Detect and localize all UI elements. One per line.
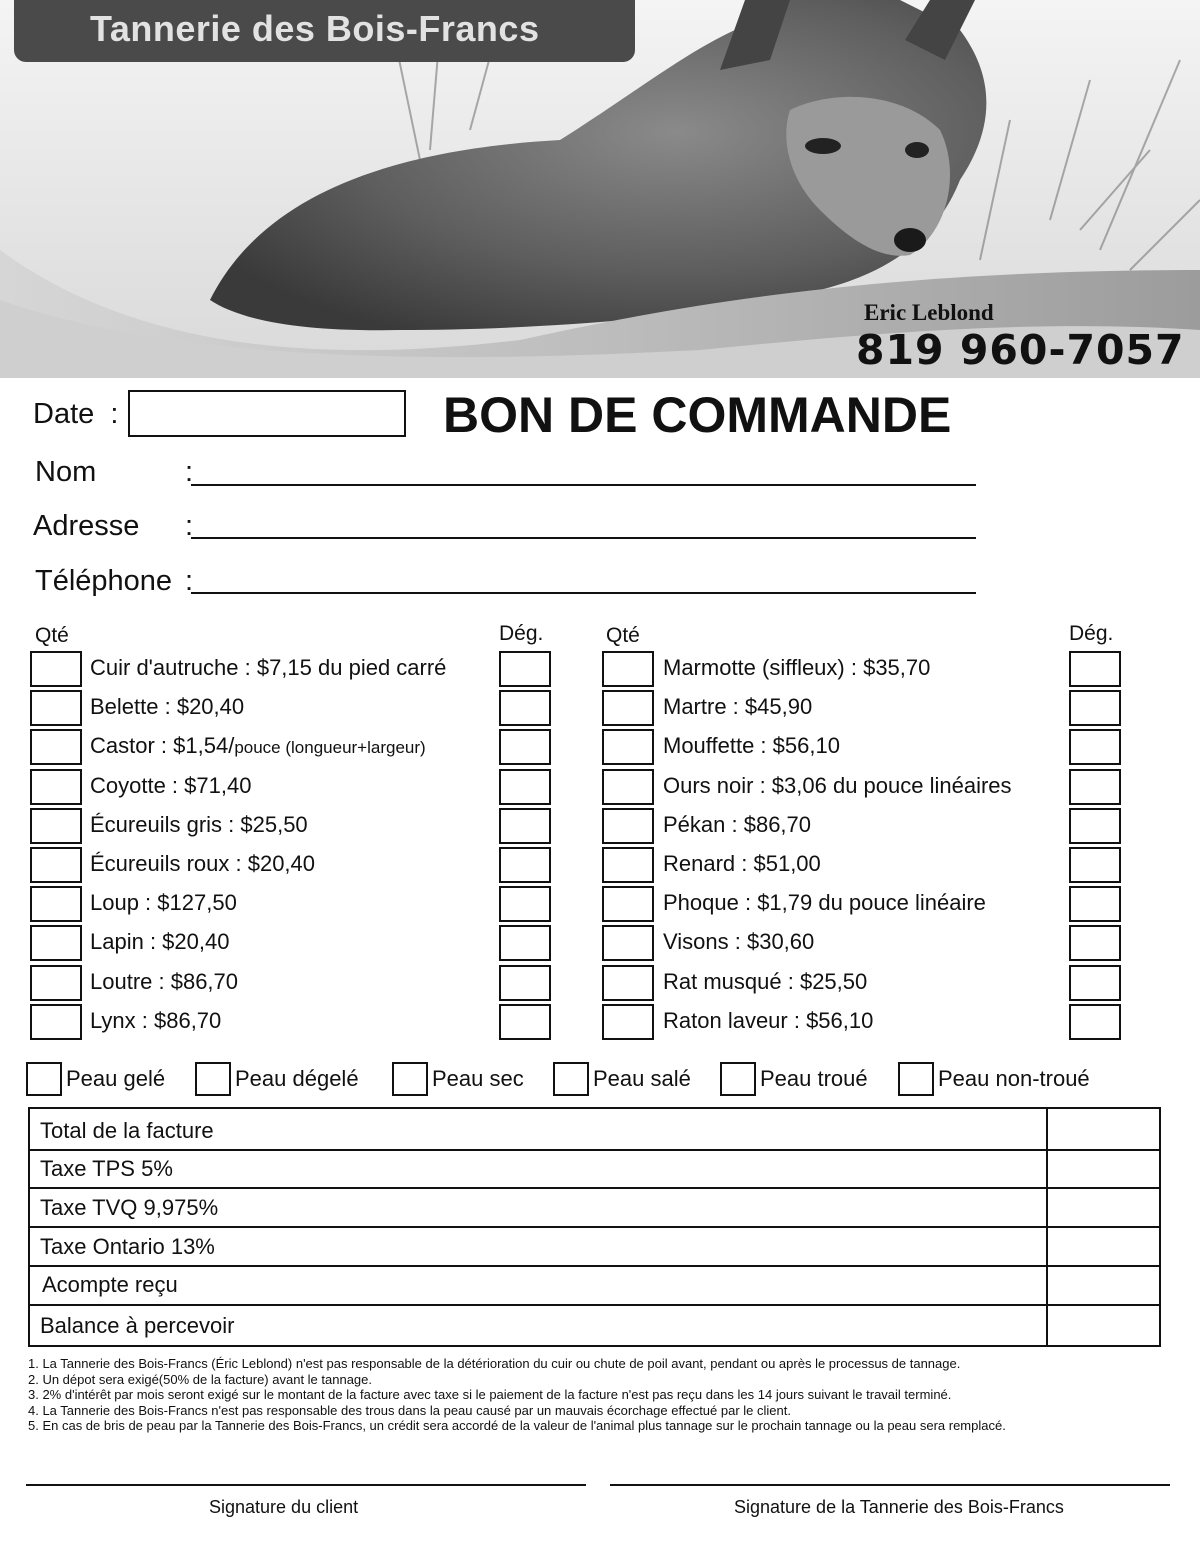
- qty-box[interactable]: [602, 847, 654, 883]
- note-line: 4. La Tannerie des Bois-Francs n'est pas responsable des trous dans la peau causé par un mauvais écorchage effectué par le client.: [28, 1402, 791, 1418]
- deg-box[interactable]: [499, 690, 551, 726]
- deg-box[interactable]: [1069, 965, 1121, 1001]
- phone-label: Téléphone: [35, 565, 173, 597]
- deg-header-left: Dég.: [499, 622, 544, 645]
- balance-label: Balance à percevoir: [40, 1313, 235, 1338]
- item-label: Phoque : $1,79 du pouce linéaire: [663, 890, 986, 915]
- totals-row-line: [30, 1149, 1159, 1151]
- item-label: Renard : $51,00: [663, 851, 821, 876]
- address-label: Adresse: [33, 510, 140, 542]
- condition-label: Peau sec: [432, 1066, 524, 1091]
- totals-row-line: [30, 1304, 1159, 1306]
- client-signature-label: Signature du client: [209, 1497, 359, 1517]
- item-label: Marmotte (siffleux) : $35,70: [663, 655, 931, 680]
- ontario-tax-label: Taxe Ontario 13%: [40, 1234, 215, 1259]
- note-line: 1. La Tannerie des Bois-Francs (Éric Leblond) n'est pas responsable de la détérioration du cuir ou chute de poil avant, pendant ou après le processus de tannage.: [28, 1356, 961, 1371]
- deg-box[interactable]: [499, 965, 551, 1001]
- condition-checkbox[interactable]: [26, 1062, 62, 1096]
- item-label: Loup : $127,50: [90, 890, 237, 915]
- qty-box[interactable]: [602, 729, 654, 765]
- condition-label: Peau dégelé: [235, 1066, 359, 1091]
- header-banner: [0, 0, 1200, 378]
- name-field[interactable]: [191, 484, 976, 486]
- deg-box[interactable]: [499, 925, 551, 961]
- owner-name: Eric Leblond: [864, 300, 994, 325]
- phone-field[interactable]: [191, 592, 976, 594]
- condition-checkbox[interactable]: [720, 1062, 756, 1096]
- tannery-signature-label: Signature de la Tannerie des Bois-Francs: [734, 1497, 1064, 1517]
- name-label: Nom: [35, 456, 97, 488]
- totals-row-line: [30, 1226, 1159, 1228]
- qty-box[interactable]: [30, 690, 82, 726]
- qty-box[interactable]: [602, 925, 654, 961]
- deg-box[interactable]: [1069, 808, 1121, 844]
- phone-colon: :: [185, 565, 194, 597]
- deg-box[interactable]: [499, 886, 551, 922]
- item-label: Écureuils roux : $20,40: [90, 851, 316, 876]
- qty-box[interactable]: [30, 1004, 82, 1040]
- deg-box[interactable]: [499, 1004, 551, 1040]
- item-label: Castor : $1,54/pouce (longueur+largeur): [90, 733, 426, 758]
- qty-box[interactable]: [30, 925, 82, 961]
- deg-box[interactable]: [1069, 769, 1121, 805]
- tps-label: Taxe TPS 5%: [40, 1156, 173, 1181]
- condition-checkbox[interactable]: [898, 1062, 934, 1096]
- item-label: Coyotte : $71,40: [90, 773, 252, 798]
- qty-box[interactable]: [602, 690, 654, 726]
- qty-box[interactable]: [602, 769, 654, 805]
- item-label: Pékan : $86,70: [663, 812, 812, 837]
- item-label: Martre : $45,90: [663, 694, 813, 719]
- deg-box[interactable]: [499, 808, 551, 844]
- page-title: BON DE COMMANDE: [443, 387, 952, 443]
- condition-checkbox[interactable]: [553, 1062, 589, 1096]
- totals-row-line: [30, 1265, 1159, 1267]
- item-label: Lynx : $86,70: [90, 1008, 222, 1033]
- qty-box[interactable]: [30, 808, 82, 844]
- deg-box[interactable]: [499, 729, 551, 765]
- address-colon: :: [185, 510, 194, 542]
- qty-header-right: Qté: [606, 624, 640, 647]
- qty-box[interactable]: [30, 847, 82, 883]
- item-label: Visons : $30,60: [663, 929, 815, 954]
- item-label: Rat musqué : $25,50: [663, 969, 868, 994]
- deg-box[interactable]: [1069, 886, 1121, 922]
- totals-table: [28, 1107, 1161, 1347]
- qty-box[interactable]: [602, 651, 654, 687]
- item-label: Belette : $20,40: [90, 694, 245, 719]
- deposit-label: Acompte reçu: [42, 1272, 178, 1297]
- deg-box[interactable]: [1069, 1004, 1121, 1040]
- name-colon: :: [185, 456, 194, 488]
- condition-label: Peau gelé: [66, 1066, 166, 1091]
- condition-label: Peau salé: [593, 1066, 691, 1091]
- deg-box[interactable]: [499, 651, 551, 687]
- condition-checkbox[interactable]: [195, 1062, 231, 1096]
- note-line: 2. Un dépot sera exigé(50% de la facture) avant le tannage.: [28, 1371, 372, 1387]
- tannery-signature-line[interactable]: [610, 1484, 1170, 1486]
- condition-label: Peau troué: [760, 1066, 868, 1091]
- item-label: Écureuils gris : $25,50: [90, 812, 308, 837]
- deg-box[interactable]: [1069, 690, 1121, 726]
- qty-box[interactable]: [30, 729, 82, 765]
- qty-box[interactable]: [30, 769, 82, 805]
- client-signature-line[interactable]: [26, 1484, 586, 1486]
- tvq-label: Taxe TVQ 9,975%: [40, 1195, 219, 1220]
- qty-box[interactable]: [602, 1004, 654, 1040]
- deg-box[interactable]: [499, 847, 551, 883]
- totals-row-line: [30, 1187, 1159, 1189]
- item-label: Ours noir : $3,06 du pouce linéaires: [663, 773, 1012, 798]
- item-label: Loutre : $86,70: [90, 969, 239, 994]
- qty-box[interactable]: [602, 965, 654, 1001]
- item-label: Raton laveur : $56,10: [663, 1008, 874, 1033]
- qty-box[interactable]: [30, 965, 82, 1001]
- address-field[interactable]: [191, 537, 976, 539]
- date-field[interactable]: [128, 390, 406, 437]
- brand-name: Tannerie des Bois-Francs: [90, 8, 540, 49]
- deg-box[interactable]: [1069, 729, 1121, 765]
- condition-checkbox[interactable]: [392, 1062, 428, 1096]
- qty-box[interactable]: [602, 886, 654, 922]
- owner-phone: 819 960-7057: [856, 326, 1185, 374]
- deg-header-right: Dég.: [1069, 622, 1114, 645]
- note-line: 5. En cas de bris de peau par la Tannerie des Bois-Francs, un crédit sera accordé de la valeur de l'animal plus tannage sur le prochain tannage ou la peau sera remplacé.: [28, 1418, 1006, 1433]
- qty-box[interactable]: [30, 651, 82, 687]
- qty-box[interactable]: [30, 886, 82, 922]
- qty-box[interactable]: [602, 808, 654, 844]
- deg-box[interactable]: [1069, 847, 1121, 883]
- condition-label: Peau non-troué: [938, 1066, 1090, 1091]
- date-label: Date :: [33, 398, 119, 430]
- deg-box[interactable]: [499, 769, 551, 805]
- terms-notes: [28, 1356, 1006, 1434]
- item-label: Mouffette : $56,10: [663, 733, 840, 758]
- item-label: Cuir d'autruche : $7,15 du pied carré: [90, 655, 447, 680]
- note-line: 3. 2% d'intérêt par mois seront exigé sur le montant de la facture avec taxe si le paiement de la facture n'est pas reçu dans les 14 jours suivant le travail terminé.: [28, 1387, 952, 1402]
- deg-box[interactable]: [1069, 651, 1121, 687]
- deg-box[interactable]: [1069, 925, 1121, 961]
- total-invoice-label: Total de la facture: [40, 1118, 214, 1143]
- qty-header-left: Qté: [35, 624, 69, 647]
- item-label: Lapin : $20,40: [90, 929, 230, 954]
